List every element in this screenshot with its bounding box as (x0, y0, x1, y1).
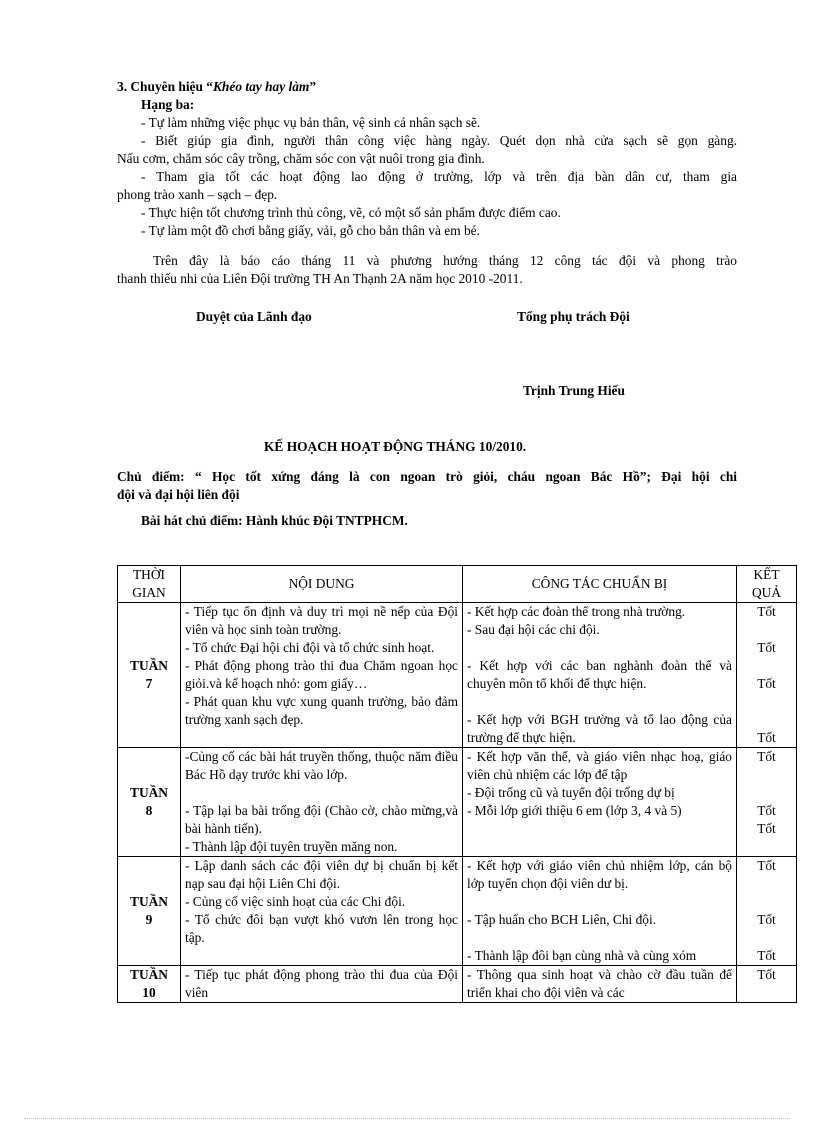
content-entry: -Củng cố các bài hát truyền thống, thuộc năm điều Bác Hồ dạy trước khi vào lớp. (185, 749, 458, 782)
result-entry: Tốt (757, 640, 776, 655)
content-entry: - Lập danh sách các đội viên dự bị chuẩn bị kết nạp sau đại hội Liên Chi đội. (185, 858, 458, 891)
result-entry: Tốt (757, 604, 776, 619)
prep-entry: - Kết hợp với giáo viên chủ nhiệm lớp, cán bộ lớp tuyển chọn đội viên dư bị. (467, 858, 732, 891)
prep-entry: - Mỗi lớp giới thiệu 6 em (lớp 3, 4 và 5) (467, 803, 682, 818)
closing-line: Trên đây là báo cáo tháng 11 và phương hướng tháng 12 công tác đội và phong trào (153, 253, 737, 268)
prep-cell (463, 603, 737, 748)
result-entry: Tốt (757, 858, 776, 873)
prep-entry: - Sau đại hội các chi đội. (467, 622, 600, 637)
content-cell (181, 748, 463, 857)
result-entry: Tốt (757, 821, 776, 836)
week-cell: TUẦN 10 (118, 966, 181, 1003)
content-entry: - Thành lập đội tuyên truyền măng non. (185, 839, 398, 854)
prep-entry: - Thông qua sinh hoạt và chào cờ đầu tuần để triển khai cho đội viên và các (467, 967, 732, 1000)
prep-cell (463, 857, 737, 966)
section-item: - Tham gia tốt các hoạt động lao động ở trường, lớp và trên địa bàn dân cư, tham gia (141, 169, 737, 184)
content-entry: - Tổ chức Đại hội chi đội và tổ chức sinh hoạt. (185, 640, 435, 655)
plan-theme: Chủ điểm: “ Học tốt xứng đáng là con ngoan trò giỏi, cháu ngoan Bác Hồ”; Đại hội chi (117, 469, 737, 484)
content-cell (181, 857, 463, 966)
prep-entry: - Thành lập đôi bạn cùng nhà và cùng xóm (467, 948, 697, 963)
page-bottom-rule (24, 1118, 790, 1119)
prep-entry: - Tập huấn cho BCH Liên, Chi đội. (467, 912, 657, 927)
section-item: phong trào xanh – sạch – đẹp. (117, 187, 278, 202)
plan-theme: đội và đại hội liên đội (117, 487, 240, 502)
content-entry: - Tổ chức đôi bạn vượt khó vươn lên trong học tập. (185, 912, 458, 945)
section-item: - Tự làm những việc phục vụ bản thân, vệ sinh cá nhân sạch sẽ. (141, 115, 481, 130)
week-cell: TUẦN 8 (118, 748, 181, 857)
result-cell (737, 748, 797, 857)
header-time: THỜI GIAN (118, 566, 181, 603)
activity-table (117, 565, 797, 1003)
result-entry: Tốt (757, 803, 776, 818)
table-header-row (118, 566, 797, 603)
result-entry: Tốt (757, 730, 776, 745)
result-entry: Tốt (757, 749, 776, 764)
section-heading: 3. Chuyên hiệu “Khéo tay hay làm” (117, 79, 317, 94)
header-content: NỘI DUNG (181, 566, 463, 603)
content-cell (181, 603, 463, 748)
result-cell (737, 857, 797, 966)
closing-line: thanh thiếu nhi của Liên Đội trường TH An Thạnh 2A năm học 2010 -2011. (117, 271, 523, 286)
content-entry: - Tiếp tục ổn định và duy trì mọi nề nếp của Đội viên và học sinh toàn trường. (185, 604, 458, 637)
theme-song: Bài hát chủ điểm: Hành khúc Đội TNTPHCM. (141, 513, 408, 528)
prep-entry: - Kết hợp với các ban nghành đoàn thể và chuyên môn tổ khối để thực hiện. (467, 658, 732, 691)
content-entry: - Củng cố việc sinh hoạt của các Chi đội. (185, 894, 406, 909)
header-prep: CÔNG TÁC CHUẨN BỊ (463, 566, 737, 603)
prep-entry: - Đội trống cũ và tuyển đội trống dự bị (467, 785, 675, 800)
table-row (118, 857, 797, 966)
prep-entry: - Kết hợp với BGH trường và tổ lao động của trường để thực hiện. (467, 712, 732, 745)
prep-cell (463, 748, 737, 857)
result-entry: Tốt (757, 948, 776, 963)
prep-entry: - Kết hợp văn thể, và giáo viên nhạc hoạ, giáo viên chủ nhiệm các lớp để tập (467, 749, 732, 782)
leader-title: Tổng phụ trách Đội (517, 309, 630, 324)
prep-cell (463, 966, 737, 1003)
section-item: Nấu cơm, chăm sóc cây trồng, chăm sóc con vật nuôi trong gia đình. (117, 151, 485, 166)
section-item: - Tự làm một đồ chơi bằng giấy, vải, gỗ cho bản thân và em bé. (141, 223, 480, 238)
header-result: KẾT QUẢ (737, 566, 797, 603)
content-entry: - Phát động phong trào thi đua Chăm ngoan học giỏi.và kế hoạch nhỏ: gom giấy… (185, 658, 458, 691)
result-cell (737, 966, 797, 1003)
table-row (118, 966, 797, 1003)
content-cell (181, 966, 463, 1003)
rank-label: Hạng ba: (141, 97, 195, 112)
leader-name: Trịnh Trung Hiếu (523, 383, 625, 398)
prep-entry: - Kết hợp các đoàn thể trong nhà trường. (467, 604, 686, 619)
content-entry: - Tiếp tục phát động phong trào thi đua của Đội viên (185, 967, 458, 1000)
result-entry: Tốt (757, 967, 776, 982)
approval-title: Duyệt của Lãnh đạo (196, 309, 312, 324)
week-cell: TUẦN 7 (118, 603, 181, 748)
content-entry: - Tập lại ba bài trống đội (Chào cờ, chào mừng,và bài hành tiến). (185, 803, 458, 836)
plan-title: KẾ HOẠCH HOẠT ĐỘNG THÁNG 10/2010. (264, 439, 527, 454)
result-entry: Tốt (757, 676, 776, 691)
week-cell: TUẦN 9 (118, 857, 181, 966)
content-entry: - Phát quan khu vực xung quanh trường, bảo đảm trường xanh sạch đẹp. (185, 694, 458, 727)
section-item: - Biết giúp gia đình, người thân công việc hàng ngày. Quét dọn nhà cửa sạch sẽ gọn gàng. (141, 133, 737, 148)
table-row (118, 748, 797, 857)
table-row (118, 603, 797, 748)
result-cell (737, 603, 797, 748)
result-entry: Tốt (757, 912, 776, 927)
section-item: - Thực hiện tốt chương trình thủ công, vẽ, có một số sản phẩm được điểm cao. (141, 205, 561, 220)
